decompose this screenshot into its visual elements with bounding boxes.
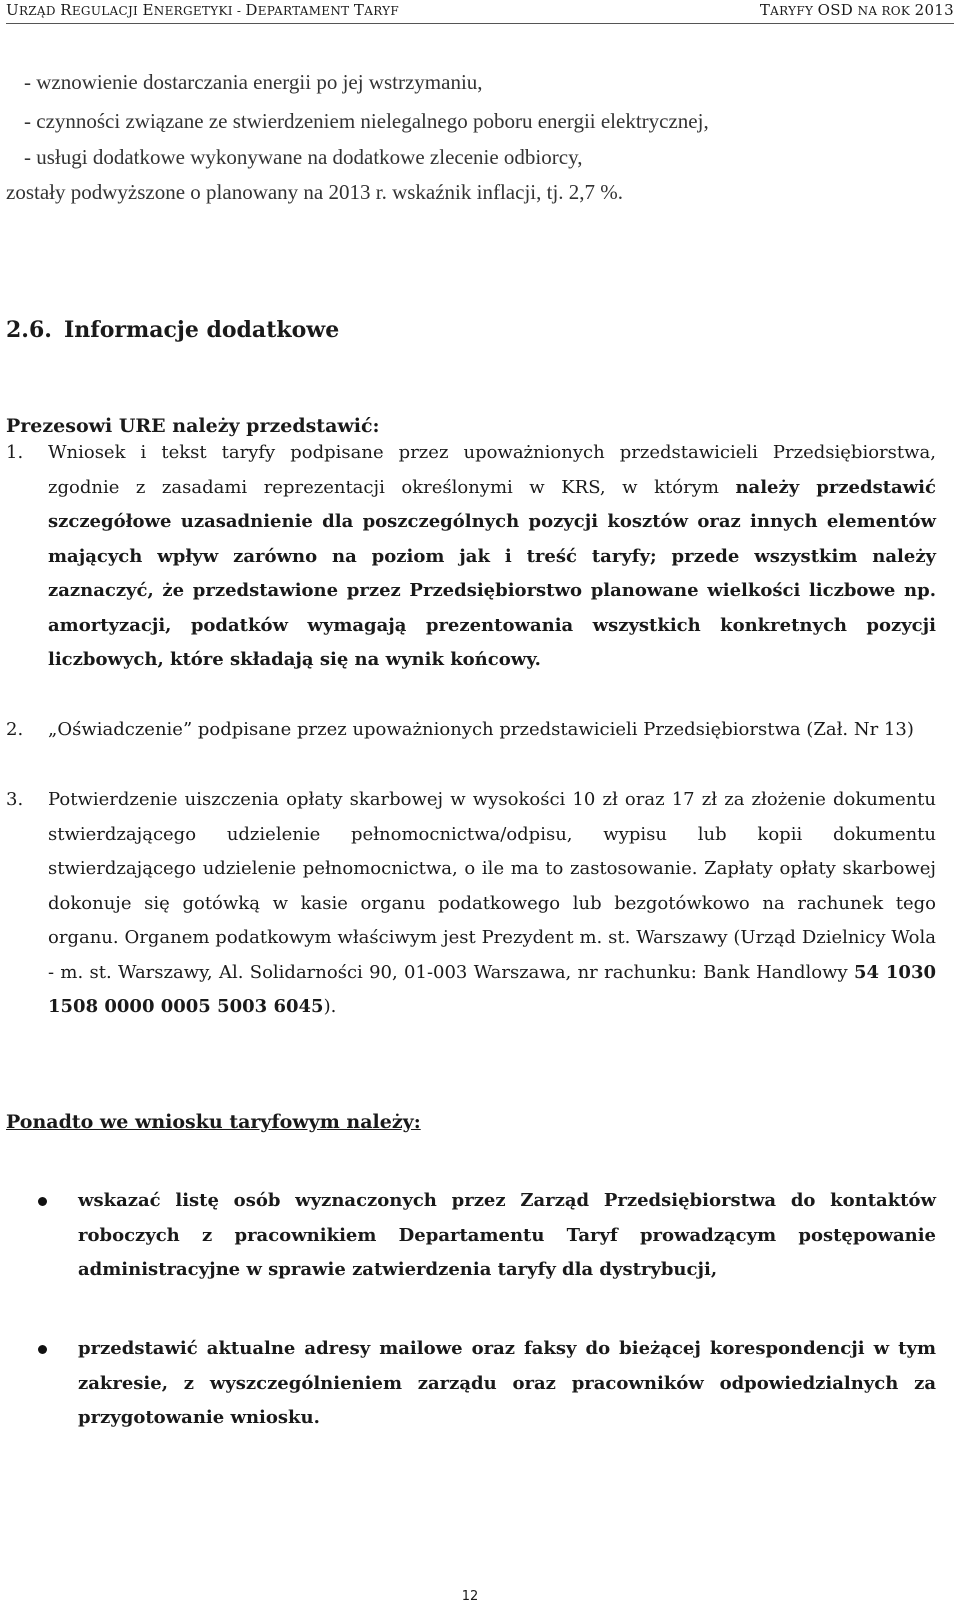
section-heading [6,317,339,343]
account-number: 54 1030 1508 0000 0005 5003 6045 [48,961,936,1017]
bullet-icon [38,1345,47,1354]
header-left: URZĄD REGULACJI ENERGETYKI - DEPARTAMENT TARYF [6,1,400,19]
bullet-item: wskazać listę osób wyznaczonych przez Zarząd Przedsiębiorstwa do kontaktów roboczych z pracownikiem Departamentu Taryf prowadzącym postępowanie administracyjne w sprawie zatwierdzenia taryfy dla dystrybucji, [78,1190,936,1280]
bullet-icon [38,1197,47,1206]
heading-number: 2.6. [6,317,52,343]
item-marker: 1. [6,442,24,463]
item-marker: 3. [6,789,24,810]
intro-line: - wznowienie dostarczania energii po jej wstrzymaniu, [24,70,483,94]
item-text: „Oświadczenie” podpisane przez upoważnionych przedstawicieli Przedsiębiorstwa (Zał. Nr 13) [48,719,914,740]
heading-title: Informacje dodatkowe [63,317,340,343]
page-header [6,0,954,24]
item-bold-text: należy przedstawić szczegółowe uzasadnienie dla poszczególnych pozycji kosztów oraz innych elementów mających wpływ zarówno na poziom jak i treść taryfy; przede wszystkim należy zaznaczyć, że przedstawione przez Przedsiębiorstwo planowane wielkości liczbowe np. amortyzacji, podatków wymagają prezentowania wszystkich konkretnych pozycji liczbowych, które składają się na wynik końcowy. [48,476,936,670]
item-marker: 2. [6,719,24,740]
intro-line: zostały podwyższone o planowany na 2013 r. wskaźnik inflacji, tj. 2,7 %. [6,180,624,204]
list-item [48,436,936,678]
list-item [48,783,936,1025]
item-tail: ). [323,996,337,1017]
item-text: Potwierdzenie uiszczenia opłaty skarbowej w wysokości 10 zł oraz 17 zł za złożenie dokumentu stwierdzającego udzielenie pełnomocnictwa/odpisu, wypisu lub kopii dokumentu stwierdzającego udzielenie pełnomocnictwa, o ile ma to zastosowanie. Zapłaty opłaty skarbowej dokonuje się gotówką w kasie organu podatkowego lub bezgotówkowo na rachunek tego organu. Organem podatkowym właściwym jest Prezydent m. st. Warszawy (Urząd Dzielnicy Wola - m. st. Warszawy, Al. Solidarności 90, 01-003 Warszawa, nr rachunku: Bank Handlowy [48,789,936,983]
intro-line: - usługi dodatkowe wykonywane na dodatkowe zlecenie odbiorcy, [24,145,583,169]
item-text: Wniosek i tekst taryfy podpisane przez upoważnionych przedstawicieli Przedsiębiorstwa, zgodnie z zasadami reprezentacji określonymi w KRS, w którym [48,442,936,498]
section-title: Ponadto we wniosku taryfowym należy: [6,1111,421,1133]
page-number: 12 [461,1589,479,1604]
lead-text: Prezesowi URE należy przedstawić: [6,415,380,437]
list-item [48,713,936,748]
bullet-item: przedstawić aktualne adresy mailowe oraz faksy do bieżącej korespondencji w tym zakresie, z wyszczególnieniem zarządu oraz pracowników odpowiedzialnych za przygotowanie wniosku. [78,1338,936,1428]
intro-line: - czynności związane ze stwierdzeniem nielegalnego poboru energii elektrycznej, [24,109,709,133]
header-right: TARYFY OSD NA ROK 2013 [759,1,954,19]
